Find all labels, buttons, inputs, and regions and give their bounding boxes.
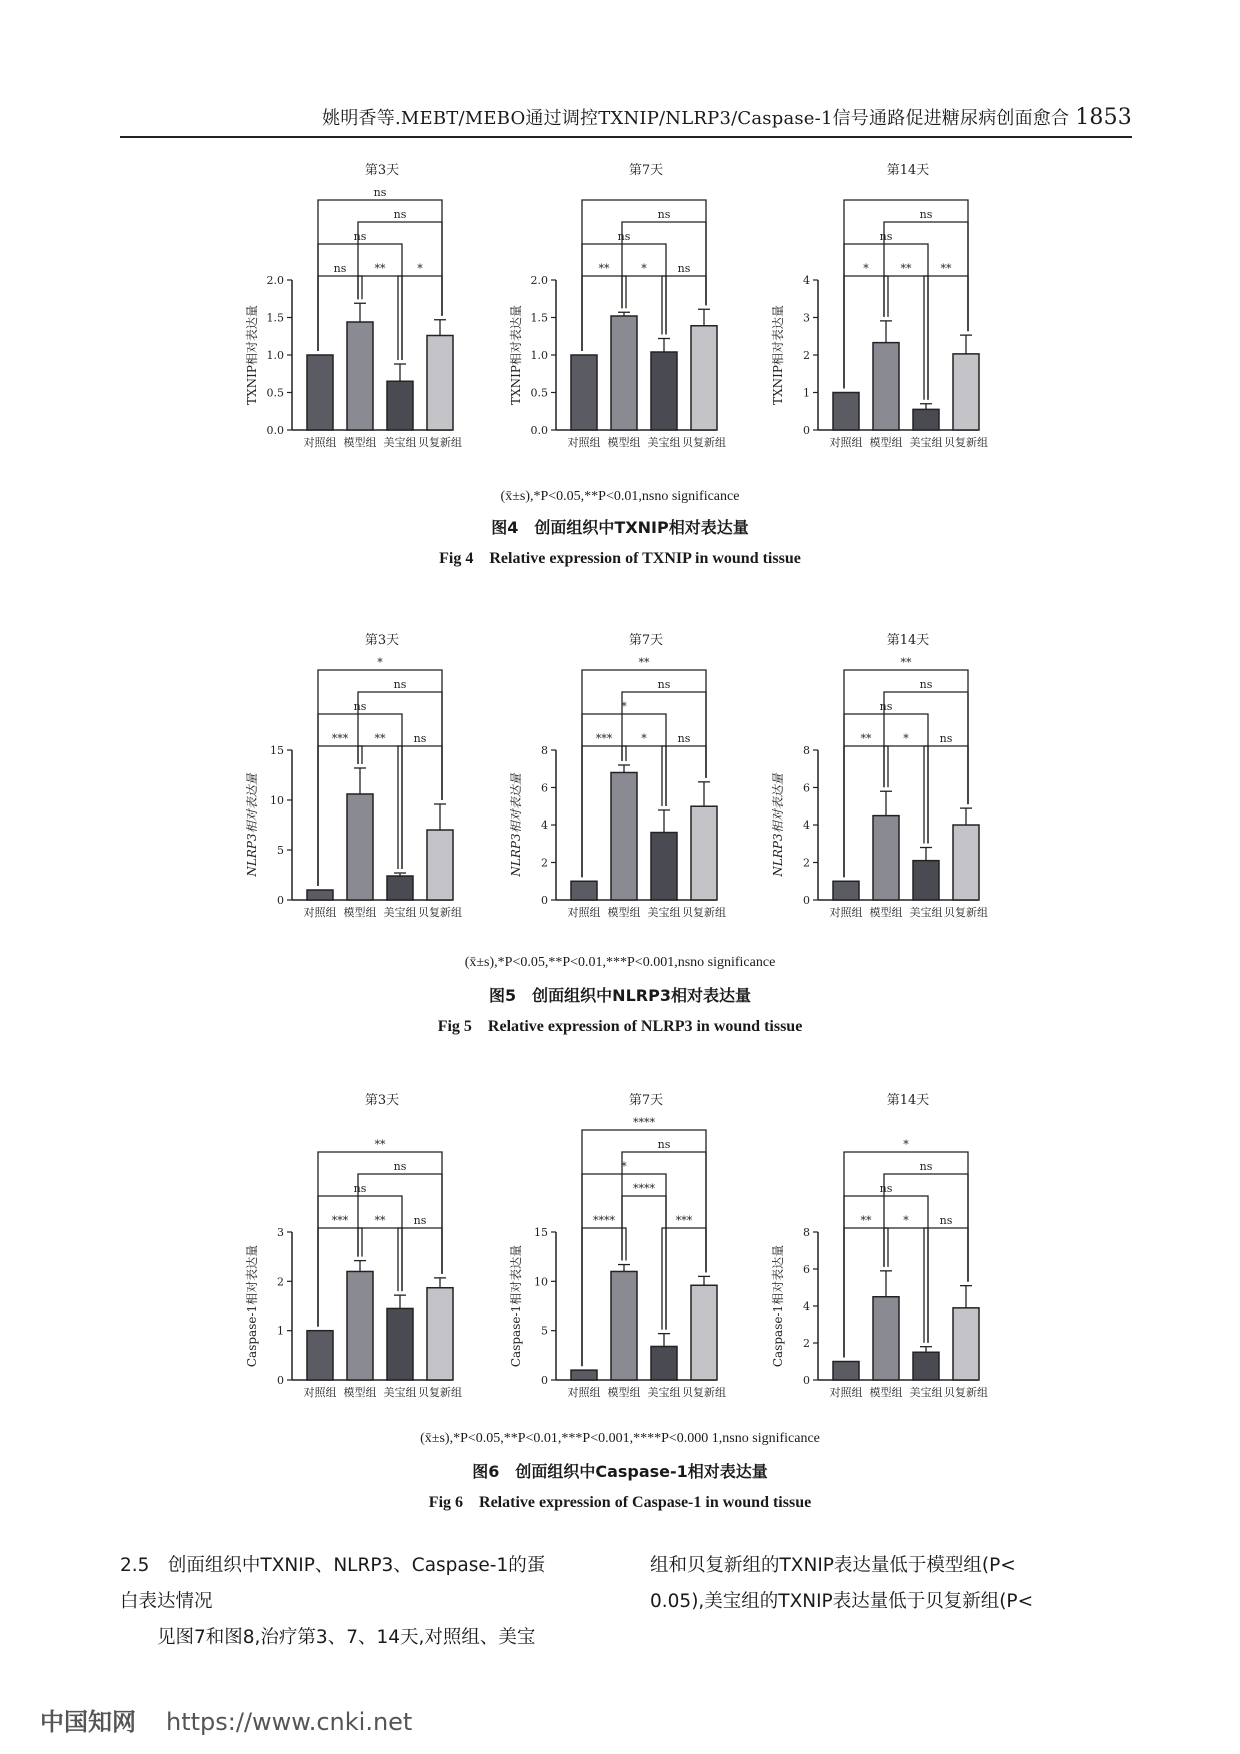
significance-bracket [358,222,442,316]
x-tick-label: 对照组 [829,436,863,449]
bar [833,881,859,900]
chart-title: 第14天 [886,1093,930,1108]
significance-label: ns [413,732,427,745]
x-tick-label: 美宝组 [909,436,943,449]
x-tick-label: 模型组 [343,1386,377,1399]
x-tick-label: 美宝组 [647,906,681,919]
y-tick-label: 5 [277,844,284,857]
significance-bracket [622,222,706,308]
y-tick-label: 6 [541,781,548,795]
chart-title: 第7天 [628,163,664,178]
significance-label: ** [900,656,912,669]
right-line-2: 0.05),美宝组的TXNIP表达量低于贝复新组(P< [650,1591,1034,1612]
significance-bracket [582,1130,706,1366]
bar [611,316,637,430]
x-tick-label: 美宝组 [383,1386,417,1399]
bar [953,354,979,430]
fig6-day14-chart [752,1090,1012,1420]
significance-label: ns [333,262,347,275]
y-tick-label: 10 [534,1275,548,1289]
y-tick-label: 2 [803,856,810,870]
x-tick-label: 对照组 [567,906,601,919]
left-paragraph: 见图7和图8,治疗第3、7、14天,对照组、美宝 [157,1627,536,1648]
y-axis-label: NLRP3相对表达量 [771,773,785,877]
y-tick-label: 6 [803,781,810,795]
x-tick-label: 模型组 [869,1386,903,1399]
x-tick-label: 贝复新组 [418,906,462,919]
significance-bracket [358,1174,442,1274]
significance-label: ns [657,208,671,221]
fig5-caption-en: Fig 5 Relative expression of NLRP3 in wound tissue [437,1018,803,1035]
bar [651,833,677,901]
significance-label: ns [393,678,407,691]
x-tick-label: 模型组 [607,1386,641,1399]
significance-label: ** [900,262,912,275]
bar [833,393,859,431]
significance-label: * [641,262,647,275]
significance-label: ns [373,186,387,199]
y-tick-label: 3 [803,311,810,325]
bar [691,1285,717,1380]
significance-bracket [318,1152,442,1327]
bar [691,326,717,430]
y-tick-label: 8 [541,744,548,757]
page-number: 1853 [1075,105,1132,130]
y-tick-label: 1 [277,1324,284,1338]
x-tick-label: 美宝组 [647,1386,681,1399]
footer [40,1702,412,1737]
bar [307,1331,333,1380]
bar [833,1362,859,1381]
x-tick-label: 美宝组 [909,906,943,919]
significance-label: * [417,262,423,275]
y-tick-label: 1.0 [530,349,548,362]
bar [427,1288,453,1380]
chart-title: 第14天 [886,163,930,178]
significance-label: ns [879,700,893,713]
bar [347,1271,373,1380]
y-axis-label: Caspase-1相对表达量 [245,1244,259,1368]
bar [873,816,899,900]
y-tick-label: 8 [803,744,810,757]
significance-label: ns [677,732,691,745]
right-column [650,1548,1140,1620]
y-axis-label: TXNIP相对表达量 [509,305,523,405]
chart-title: 第14天 [886,633,930,648]
y-tick-label: 0 [803,894,810,907]
y-tick-label: 4 [803,1300,810,1313]
y-tick-label: 10 [270,794,284,807]
y-axis-label: Caspase-1相对表达量 [771,1244,785,1368]
significance-label: ns [393,208,407,221]
significance-label: **** [633,1116,655,1129]
y-tick-label: 1.5 [266,311,284,325]
bar [571,1370,597,1380]
section-heading-line2: 白表达情况 [120,1591,213,1612]
y-tick-label: 2.0 [266,274,284,287]
y-tick-label: 0.0 [530,424,548,437]
x-tick-label: 对照组 [303,906,337,919]
significance-label: *** [595,732,613,745]
x-tick-label: 对照组 [567,436,601,449]
bar [953,1308,979,1380]
fig5-day14-chart [752,630,1012,940]
significance-bracket [844,670,968,877]
bar [387,1308,413,1380]
y-tick-label: 8 [803,1226,810,1239]
significance-bracket [582,670,706,877]
y-tick-label: 0.5 [266,386,284,400]
significance-bracket [884,692,968,804]
y-tick-label: 4 [541,819,548,832]
bar [571,355,597,430]
y-tick-label: 15 [534,1226,548,1239]
significance-label: ns [879,1182,893,1195]
chart-title: 第3天 [364,1093,400,1108]
significance-label: ns [677,262,691,275]
y-tick-label: 0 [541,894,548,907]
running-header [120,104,1132,130]
significance-label: * [621,1160,627,1173]
significance-label: ns [939,732,953,745]
significance-label: ** [940,262,952,275]
significance-label: **** [593,1214,615,1227]
y-tick-label: 0.5 [530,386,548,400]
significance-label: * [863,262,869,275]
x-tick-label: 对照组 [829,1386,863,1399]
x-tick-label: 贝复新组 [418,436,462,449]
fig6-caption-en: Fig 6 Relative expression of Caspase-1 in wound tissue [428,1494,812,1511]
fig5-day7-chart [490,630,750,940]
bar [953,825,979,900]
cnki-logo: 中国知网 [40,1708,136,1736]
y-tick-label: 5 [541,1324,548,1338]
bar [873,343,899,430]
bar [873,1297,899,1380]
bar [913,1352,939,1380]
significance-label: ns [413,1214,427,1227]
y-tick-label: 2 [803,349,810,362]
fig4-day3-chart [226,160,486,470]
y-axis-label: TXNIP相对表达量 [771,305,785,405]
significance-label: ns [353,700,367,713]
significance-label: ns [657,678,671,691]
significance-label: ns [879,230,893,243]
x-tick-label: 贝复新组 [682,436,726,449]
chart-title: 第7天 [628,633,664,648]
x-tick-label: 对照组 [567,1386,601,1399]
y-tick-label: 4 [803,819,810,832]
significance-bracket [622,1152,706,1272]
y-tick-label: 0 [541,1374,548,1387]
significance-bracket [622,692,706,778]
significance-label: ns [919,1160,933,1173]
right-line-1: 组和贝复新组的TXNIP表达量低于模型组(P< [650,1555,1016,1576]
bar [611,773,637,901]
x-tick-label: 对照组 [303,436,337,449]
y-tick-label: 1.5 [530,311,548,325]
significance-label: ns [919,208,933,221]
significance-label: * [641,732,647,745]
bar [387,876,413,900]
bar [611,1271,637,1380]
bar [427,336,453,431]
significance-label: * [621,700,627,713]
x-tick-label: 贝复新组 [944,906,988,919]
bar [691,806,717,900]
x-tick-label: 模型组 [869,906,903,919]
left-column [120,1548,610,1656]
bar [387,381,413,430]
significance-label: ns [353,230,367,243]
bar [651,1346,677,1380]
y-tick-label: 0 [803,424,810,437]
y-axis-label: Caspase-1相对表达量 [509,1244,523,1368]
significance-label: *** [331,732,349,745]
y-tick-label: 1.0 [266,349,284,362]
running-title: 姚明香等.MEBT/MEBO通过调控TXNIP/NLRP3/Caspase-1信号通路促进糖尿病创面愈合 [322,108,1070,129]
significance-label: ** [374,1214,386,1227]
fig4-caption-cn: 图4 创面组织中TXNIP相对表达量 [491,518,749,537]
y-tick-label: 0 [803,1374,810,1387]
significance-label: ns [353,1182,367,1195]
bar [651,352,677,430]
y-axis-label: NLRP3相对表达量 [509,773,523,877]
x-tick-label: 贝复新组 [944,436,988,449]
significance-label: ns [919,678,933,691]
y-tick-label: 1 [803,386,810,400]
footer-url[interactable]: https://www.cnki.net [166,1708,413,1736]
x-tick-label: 美宝组 [383,436,417,449]
bar [307,355,333,430]
fig5-caption-cn: 图5 创面组织中NLRP3相对表达量 [489,986,751,1005]
y-tick-label: 2.0 [530,274,548,287]
significance-label: * [903,1214,909,1227]
header-rule [120,136,1132,138]
x-tick-label: 美宝组 [647,436,681,449]
y-tick-label: 2 [277,1275,284,1289]
significance-label: ** [598,262,610,275]
x-tick-label: 贝复新组 [418,1386,462,1399]
x-tick-label: 贝复新组 [682,1386,726,1399]
y-axis-label: NLRP3相对表达量 [245,773,259,877]
bar [913,409,939,430]
bar [347,322,373,430]
chart-title: 第7天 [628,1093,664,1108]
significance-label: **** [633,1182,655,1195]
x-tick-label: 美宝组 [909,1386,943,1399]
fig4-legend: (x̄±s),*P<0.05,**P<0.01,nsno significance [500,489,740,504]
y-tick-label: 3 [277,1226,284,1239]
fig4-day7-chart [490,160,750,470]
x-tick-label: 美宝组 [383,906,417,919]
significance-bracket [398,1228,442,1291]
x-tick-label: 对照组 [303,1386,337,1399]
significance-label: * [377,656,383,669]
y-tick-label: 0.0 [266,424,284,437]
significance-bracket [662,746,706,806]
significance-label: ns [657,1138,671,1151]
significance-label: ns [617,230,631,243]
y-tick-label: 0 [277,1374,284,1387]
significance-label: * [903,732,909,745]
x-tick-label: 模型组 [607,436,641,449]
y-tick-label: 15 [270,744,284,757]
significance-bracket [844,200,968,389]
section-heading-line1: 2.5 创面组织中TXNIP、NLRP3、Caspase-1的蛋 [120,1555,546,1576]
significance-label: ns [393,1160,407,1173]
fig6-legend: (x̄±s),*P<0.05,**P<0.01,***P<0.001,****P<0.000 1,nsno significance [420,1431,820,1446]
significance-label: ** [860,732,872,745]
y-tick-label: 6 [803,1263,810,1276]
x-tick-label: 贝复新组 [944,1386,988,1399]
significance-label: *** [675,1214,693,1227]
x-tick-label: 模型组 [869,436,903,449]
significance-label: ** [638,656,650,669]
fig5-legend: (x̄±s),*P<0.05,**P<0.01,***P<0.001,nsno significance [464,955,776,970]
y-tick-label: 2 [541,856,548,870]
significance-label: ns [939,1214,953,1227]
fig4-caption-en: Fig 4 Relative expression of TXNIP in wound tissue [439,550,801,567]
x-tick-label: 模型组 [343,436,377,449]
significance-label: ** [374,262,386,275]
significance-label: *** [331,1214,349,1227]
significance-bracket [318,670,442,886]
y-tick-label: 2 [803,1337,810,1350]
bar [307,890,333,900]
y-tick-label: 4 [803,274,810,287]
fig6-caption-cn: 图6 创面组织中Caspase-1相对表达量 [472,1462,768,1481]
fig5-day3-chart [226,630,486,940]
significance-label: * [903,1138,909,1151]
significance-label: ** [374,1138,386,1151]
x-tick-label: 对照组 [829,906,863,919]
y-tick-label: 0 [277,894,284,907]
chart-title: 第3天 [364,633,400,648]
bar [571,881,597,900]
x-tick-label: 贝复新组 [682,906,726,919]
significance-label: ** [860,1214,872,1227]
significance-bracket [844,1152,968,1358]
bar [427,830,453,900]
fig6-day7-chart [490,1090,750,1420]
chart-title: 第3天 [364,163,400,178]
x-tick-label: 模型组 [607,906,641,919]
fig4-day14-chart [752,160,1012,470]
y-axis-label: TXNIP相对表达量 [245,305,259,405]
x-tick-label: 模型组 [343,906,377,919]
bar [913,861,939,900]
significance-label: ** [374,732,386,745]
bar [347,794,373,900]
fig6-day3-chart [226,1090,486,1420]
